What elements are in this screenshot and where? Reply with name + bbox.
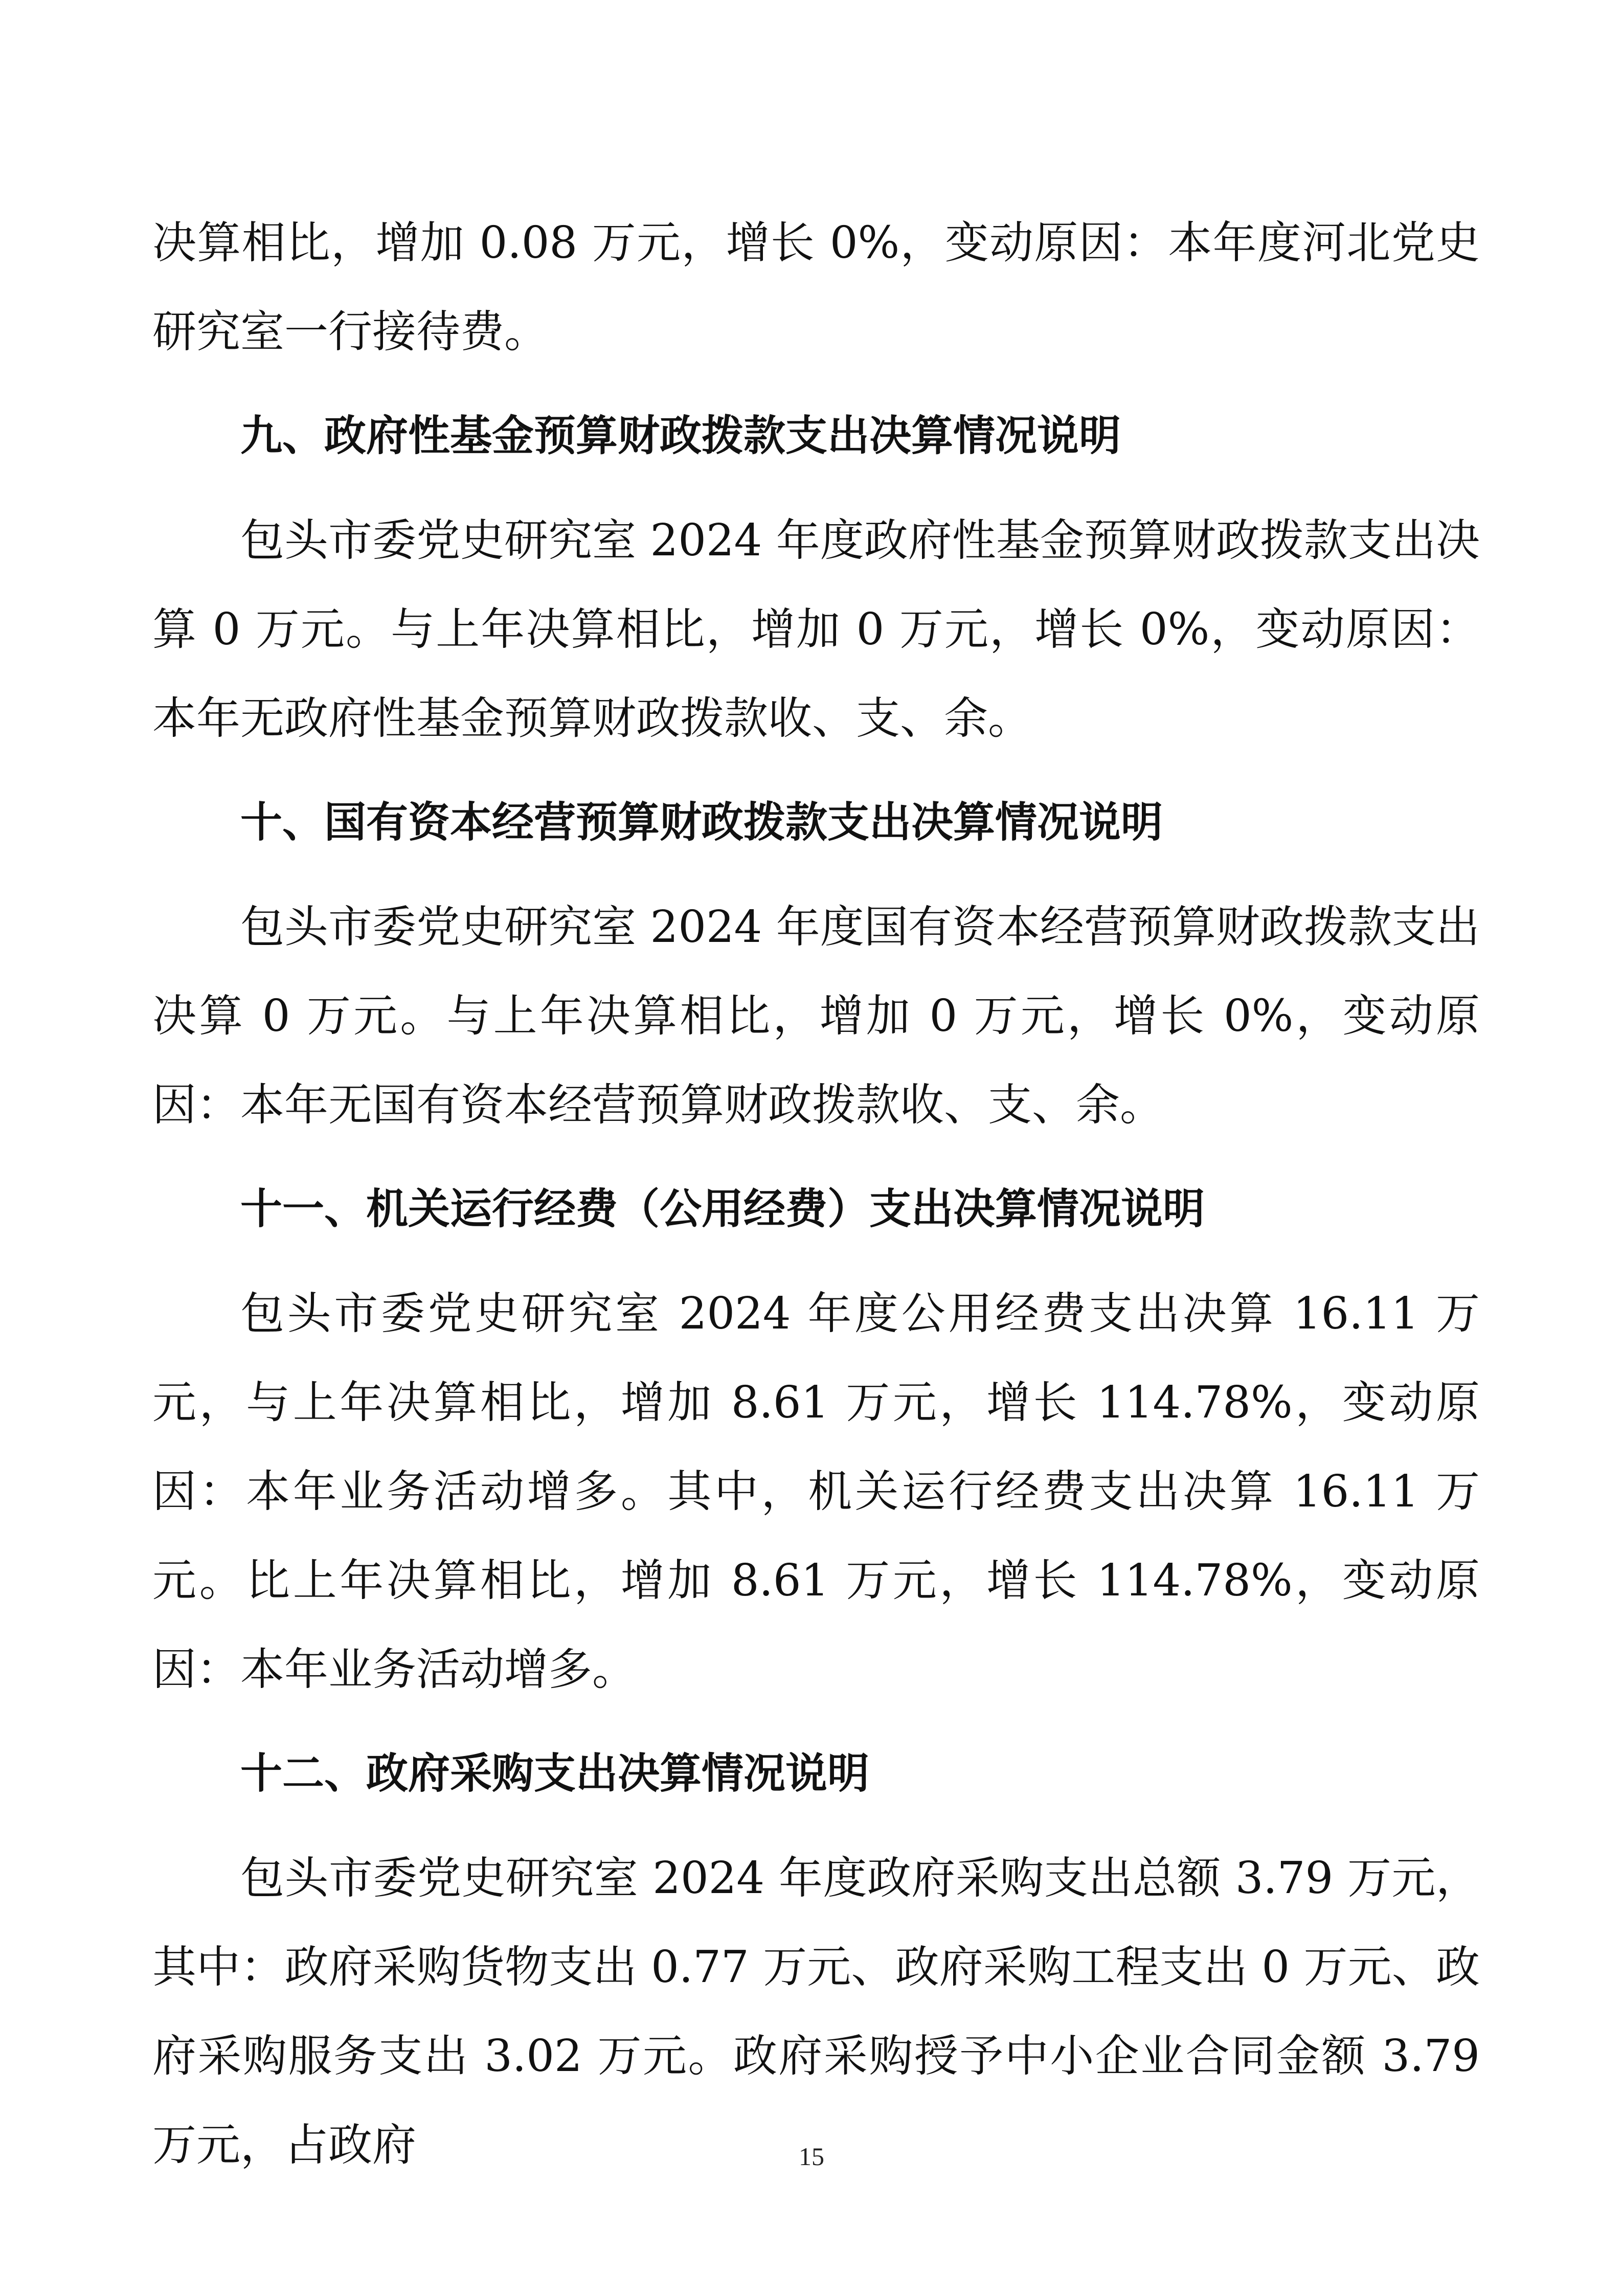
section-heading-11: 十一、机关运行经费（公用经费）支出决算情况说明: [240, 1185, 1205, 1233]
section-heading-12: 十二、政府采购支出决算情况说明: [240, 1749, 870, 1798]
page-number: 15: [799, 2142, 824, 2171]
continued-paragraph: 决算相比，增加 0.08 万元，增长 0%，变动原因：本年度河北党史研究室一行接待费。: [152, 217, 1480, 357]
section-body-11: 包头市委党史研究室 2024 年度公用经费支出决算 16.11 万元，与上年决算相比，增加 8.61 万元，增长 114.78%，变动原因：本年业务活动增多。其中，机关运行经费支出决算 16.11 万元。比上年决算相比，增加 8.61 万元，增长 114.78%，变动原因：本年业务活动增多。: [152, 1288, 1480, 1695]
section-body-10: 包头市委党史研究室 2024 年度国有资本经营预算财政拨款支出决算 0 万元。与上年决算相比，增加 0 万元，增长 0%，变动原因：本年无国有资本经营预算财政拨款收、支、余。: [152, 902, 1480, 1131]
section-body-12: 包头市委党史研究室 2024 年度政府采购支出总额 3.79 万元，其中：政府采购货物支出 0.77 万元、政府采购工程支出 0 万元、政府采购服务支出 3.02 万元。政府采购授予中小企业合同金额 3.79 万元，占政府: [152, 1853, 1480, 2171]
page-content: [152, 198, 1480, 2190]
section-heading-9: 九、政府性基金预算财政拨款支出决算情况说明: [240, 412, 1121, 460]
section-heading-10: 十、国有资本经营预算财政拨款支出决算情况说明: [240, 798, 1163, 847]
section-body-9: 包头市委党史研究室 2024 年度政府性基金预算财政拨款支出决算 0 万元。与上年决算相比，增加 0 万元，增长 0%，变动原因：本年无政府性基金预算财政拨款收、支、余。: [152, 515, 1480, 744]
